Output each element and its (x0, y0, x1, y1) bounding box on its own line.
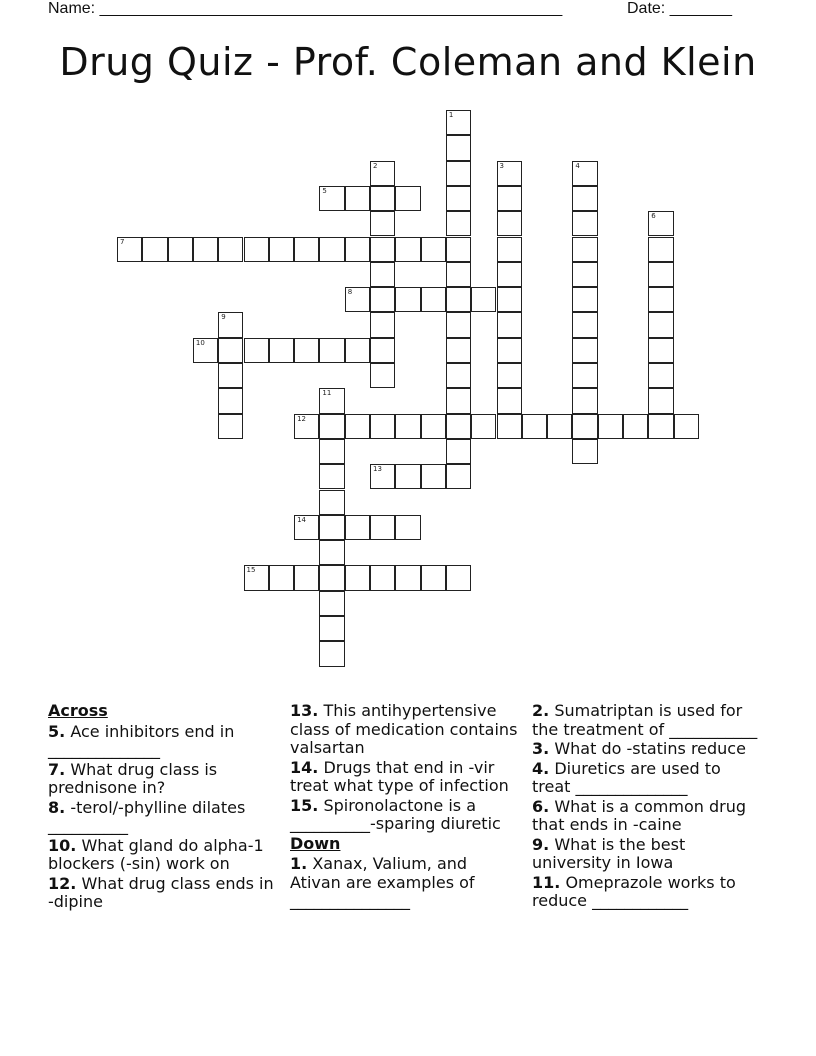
clue-text: What is the best university in Iowa (532, 834, 686, 872)
grid-cell[interactable] (497, 262, 522, 287)
grid-cell[interactable] (648, 211, 673, 236)
grid-cell[interactable] (395, 414, 420, 439)
grid-cell[interactable] (421, 237, 446, 262)
grid-cell[interactable] (446, 135, 471, 160)
grid-cell[interactable] (623, 414, 648, 439)
clue-text: This antihypertensive class of medication contains valsartan (290, 701, 518, 757)
grid-cell[interactable] (674, 414, 699, 439)
grid-cell[interactable] (522, 414, 547, 439)
grid-cell[interactable] (446, 186, 471, 211)
grid-cell[interactable] (218, 363, 243, 388)
clue-across-5 (48, 723, 278, 760)
cell-number: 11 (322, 389, 332, 398)
grid-cell[interactable] (395, 287, 420, 312)
clue-number: 5. (48, 721, 66, 741)
cell-number: 3 (499, 161, 504, 170)
clue-text: -terol/-phylline dilates __________ (48, 797, 246, 835)
grid-cell[interactable] (117, 237, 142, 262)
grid-cell[interactable] (370, 211, 395, 236)
grid-cell[interactable] (648, 338, 673, 363)
clue-text: Spironolactone is a __________-sparing diuretic (290, 795, 501, 833)
grid-cell[interactable] (648, 312, 673, 337)
grid-cell[interactable] (497, 237, 522, 262)
grid-cell[interactable] (395, 464, 420, 489)
cell-number: 15 (246, 566, 256, 575)
grid-cell[interactable] (446, 287, 471, 312)
grid-cell[interactable] (395, 186, 420, 211)
grid-cell[interactable] (572, 161, 597, 186)
clue-text: Omeprazole works to reduce ____________ (532, 872, 736, 910)
grid-cell[interactable] (345, 237, 370, 262)
grid-cell[interactable] (421, 287, 446, 312)
grid-cell[interactable] (269, 237, 294, 262)
cell-number: 14 (297, 515, 307, 524)
grid-cell[interactable] (168, 237, 193, 262)
grid-cell[interactable] (294, 237, 319, 262)
clue-number: 13. (290, 701, 319, 720)
clue-number: 15. (290, 795, 319, 815)
grid-cell[interactable] (446, 262, 471, 287)
grid-cell[interactable] (572, 287, 597, 312)
grid-cell[interactable] (193, 237, 218, 262)
cell-number: 2 (373, 161, 378, 170)
grid-cell[interactable] (319, 490, 344, 515)
clue-number: 2. (532, 701, 550, 720)
grid-cell[interactable] (497, 287, 522, 312)
clue-text: Diuretics are used to treat ______________ (532, 758, 721, 796)
clue-column-1 (48, 702, 278, 913)
grid-cell[interactable] (319, 565, 344, 590)
grid-cell[interactable] (497, 186, 522, 211)
grid-cell[interactable] (395, 565, 420, 590)
cell-number: 8 (347, 288, 353, 297)
cell-number: 13 (373, 465, 382, 474)
clue-across-15 (290, 797, 520, 834)
clue-number: 9. (532, 834, 550, 854)
cell-number: 7 (120, 237, 125, 246)
grid-cell[interactable] (497, 338, 522, 363)
grid-cell[interactable] (319, 540, 344, 565)
grid-cell[interactable] (319, 237, 344, 262)
grid-cell[interactable] (370, 237, 395, 262)
across-heading: Across (48, 701, 108, 720)
grid-cell[interactable] (446, 237, 471, 262)
grid-cell[interactable] (244, 565, 269, 590)
grid-cell[interactable] (598, 414, 623, 439)
page-title: Drug Quiz - Prof. Coleman and Klein (59, 40, 757, 84)
grid-cell[interactable] (421, 464, 446, 489)
grid-cell[interactable] (446, 312, 471, 337)
grid-cell[interactable] (244, 338, 269, 363)
grid-cell[interactable] (446, 439, 471, 464)
grid-cell[interactable] (218, 388, 243, 413)
grid-cell[interactable] (218, 414, 243, 439)
grid-cell[interactable] (497, 363, 522, 388)
grid-cell[interactable] (319, 591, 344, 616)
grid-cell[interactable] (446, 388, 471, 413)
grid-cell[interactable] (395, 237, 420, 262)
grid-cell[interactable] (572, 439, 597, 464)
date-field[interactable]: Date: _______ (627, 0, 732, 17)
clue-number: 8. (48, 797, 66, 817)
grid-cell[interactable] (648, 388, 673, 413)
grid-cell[interactable] (370, 161, 395, 186)
cell-number: 4 (575, 161, 580, 170)
grid-cell[interactable] (547, 414, 572, 439)
clue-across-13 (290, 702, 520, 758)
grid-cell[interactable] (395, 515, 420, 540)
grid-cell[interactable] (345, 338, 370, 363)
grid-cell[interactable] (497, 414, 522, 439)
grid-cell[interactable] (319, 515, 344, 540)
grid-cell[interactable] (319, 338, 344, 363)
cell-number: 12 (297, 414, 307, 423)
grid-cell[interactable] (370, 186, 395, 211)
grid-cell[interactable] (370, 515, 395, 540)
grid-cell[interactable] (572, 312, 597, 337)
grid-cell[interactable] (345, 414, 370, 439)
grid-cell[interactable] (294, 515, 319, 540)
grid-cell[interactable] (294, 565, 319, 590)
grid-cell[interactable] (497, 312, 522, 337)
clue-across-12 (48, 875, 278, 912)
clue-down-1 (290, 855, 520, 911)
grid-cell[interactable] (370, 312, 395, 337)
grid-cell[interactable] (319, 388, 344, 413)
grid-cell[interactable] (648, 414, 673, 439)
grid-cell[interactable] (446, 464, 471, 489)
grid-cell[interactable] (370, 287, 395, 312)
cell-number: 10 (195, 338, 205, 347)
grid-cell[interactable] (370, 363, 395, 388)
clue-across-7 (48, 761, 278, 798)
grid-cell[interactable] (319, 641, 344, 666)
grid-cell[interactable] (572, 262, 597, 287)
clue-down-6 (532, 798, 764, 835)
grid-cell[interactable] (269, 338, 294, 363)
grid-cell[interactable] (471, 287, 496, 312)
clue-column-2 (290, 702, 520, 912)
grid-cell[interactable] (446, 565, 471, 590)
grid-cell[interactable] (572, 363, 597, 388)
grid-cell[interactable] (446, 211, 471, 236)
cell-number: 9 (221, 313, 226, 322)
grid-cell[interactable] (370, 565, 395, 590)
cell-number: 6 (651, 212, 656, 221)
clue-number: 7. (48, 759, 66, 779)
grid-cell[interactable] (446, 414, 471, 439)
grid-cell[interactable] (572, 211, 597, 236)
grid-cell[interactable] (497, 211, 522, 236)
clue-text: Drugs that end in -vir treat what type of infection (290, 757, 509, 795)
clue-down-4 (532, 760, 764, 797)
grid-cell[interactable] (370, 338, 395, 363)
clue-text: What is a common drug that ends in -caine (532, 796, 746, 834)
clue-number: 12. (48, 873, 77, 893)
grid-cell[interactable] (648, 262, 673, 287)
grid-cell[interactable] (572, 414, 597, 439)
clue-number: 14. (290, 757, 319, 777)
grid-cell[interactable] (572, 186, 597, 211)
clue-number: 3. (532, 739, 550, 758)
grid-cell[interactable] (446, 161, 471, 186)
clue-down-11 (532, 874, 764, 911)
grid-cell[interactable] (421, 414, 446, 439)
grid-cell[interactable] (319, 414, 344, 439)
clue-number: 10. (48, 835, 77, 855)
clue-text: What do -statins reduce (554, 739, 746, 758)
clue-text: What gland do alpha-1 blockers (-sin) work on (48, 835, 264, 873)
grid-cell[interactable] (218, 237, 243, 262)
grid-cell[interactable] (370, 262, 395, 287)
clue-text: Ace inhibitors end in ______________ (48, 721, 235, 759)
clue-text: Sumatriptan is used for the treatment of ___________ (532, 701, 758, 739)
grid-cell[interactable] (319, 186, 344, 211)
grid-cell[interactable] (446, 110, 471, 135)
grid-cell[interactable] (471, 414, 496, 439)
grid-cell[interactable] (294, 414, 319, 439)
grid-cell[interactable] (370, 414, 395, 439)
grid-cell[interactable] (370, 464, 395, 489)
grid-cell[interactable] (269, 565, 294, 590)
grid-cell[interactable] (572, 388, 597, 413)
clue-text: What drug class is prednisone in? (48, 759, 218, 797)
grid-cell[interactable] (345, 186, 370, 211)
clue-number: 6. (532, 796, 550, 816)
clue-down-2 (532, 702, 764, 739)
grid-cell[interactable] (497, 388, 522, 413)
grid-cell[interactable] (648, 237, 673, 262)
grid-cell[interactable] (572, 338, 597, 363)
grid-cell[interactable] (648, 287, 673, 312)
clue-across-8 (48, 799, 278, 836)
clue-down-3 (532, 740, 764, 759)
grid-cell[interactable] (497, 161, 522, 186)
cell-number: 1 (448, 111, 454, 119)
clue-number: 4. (532, 758, 550, 778)
clue-column-3 (532, 702, 764, 912)
grid-cell[interactable] (294, 338, 319, 363)
grid-cell[interactable] (319, 464, 344, 489)
grid-cell[interactable] (345, 287, 370, 312)
grid-cell[interactable] (345, 565, 370, 590)
grid-cell[interactable] (142, 237, 167, 262)
grid-cell[interactable] (446, 363, 471, 388)
clue-text: Xanax, Valium, and Ativan are examples of _______________ (290, 854, 475, 910)
grid-cell[interactable] (319, 439, 344, 464)
grid-cell[interactable] (244, 237, 269, 262)
grid-cell[interactable] (218, 312, 243, 337)
clue-down-9 (532, 836, 764, 873)
grid-cell[interactable] (345, 515, 370, 540)
grid-cell[interactable] (193, 338, 218, 363)
clue-number: 11. (532, 872, 561, 892)
grid-cell[interactable] (446, 338, 471, 363)
clue-text: What drug class ends in -dipine (48, 873, 274, 911)
cell-number: 5 (322, 186, 327, 195)
grid-cell[interactable] (648, 363, 673, 388)
grid-cell[interactable] (319, 616, 344, 641)
clue-across-14 (290, 759, 520, 796)
grid-cell[interactable] (421, 565, 446, 590)
grid-cell[interactable] (572, 237, 597, 262)
clue-across-10 (48, 837, 278, 874)
clue-number: 1. (290, 854, 308, 873)
name-field[interactable]: Name: ____________________________________________________ (48, 0, 563, 17)
down-heading: Down (290, 833, 341, 853)
grid-cell[interactable] (218, 338, 243, 363)
